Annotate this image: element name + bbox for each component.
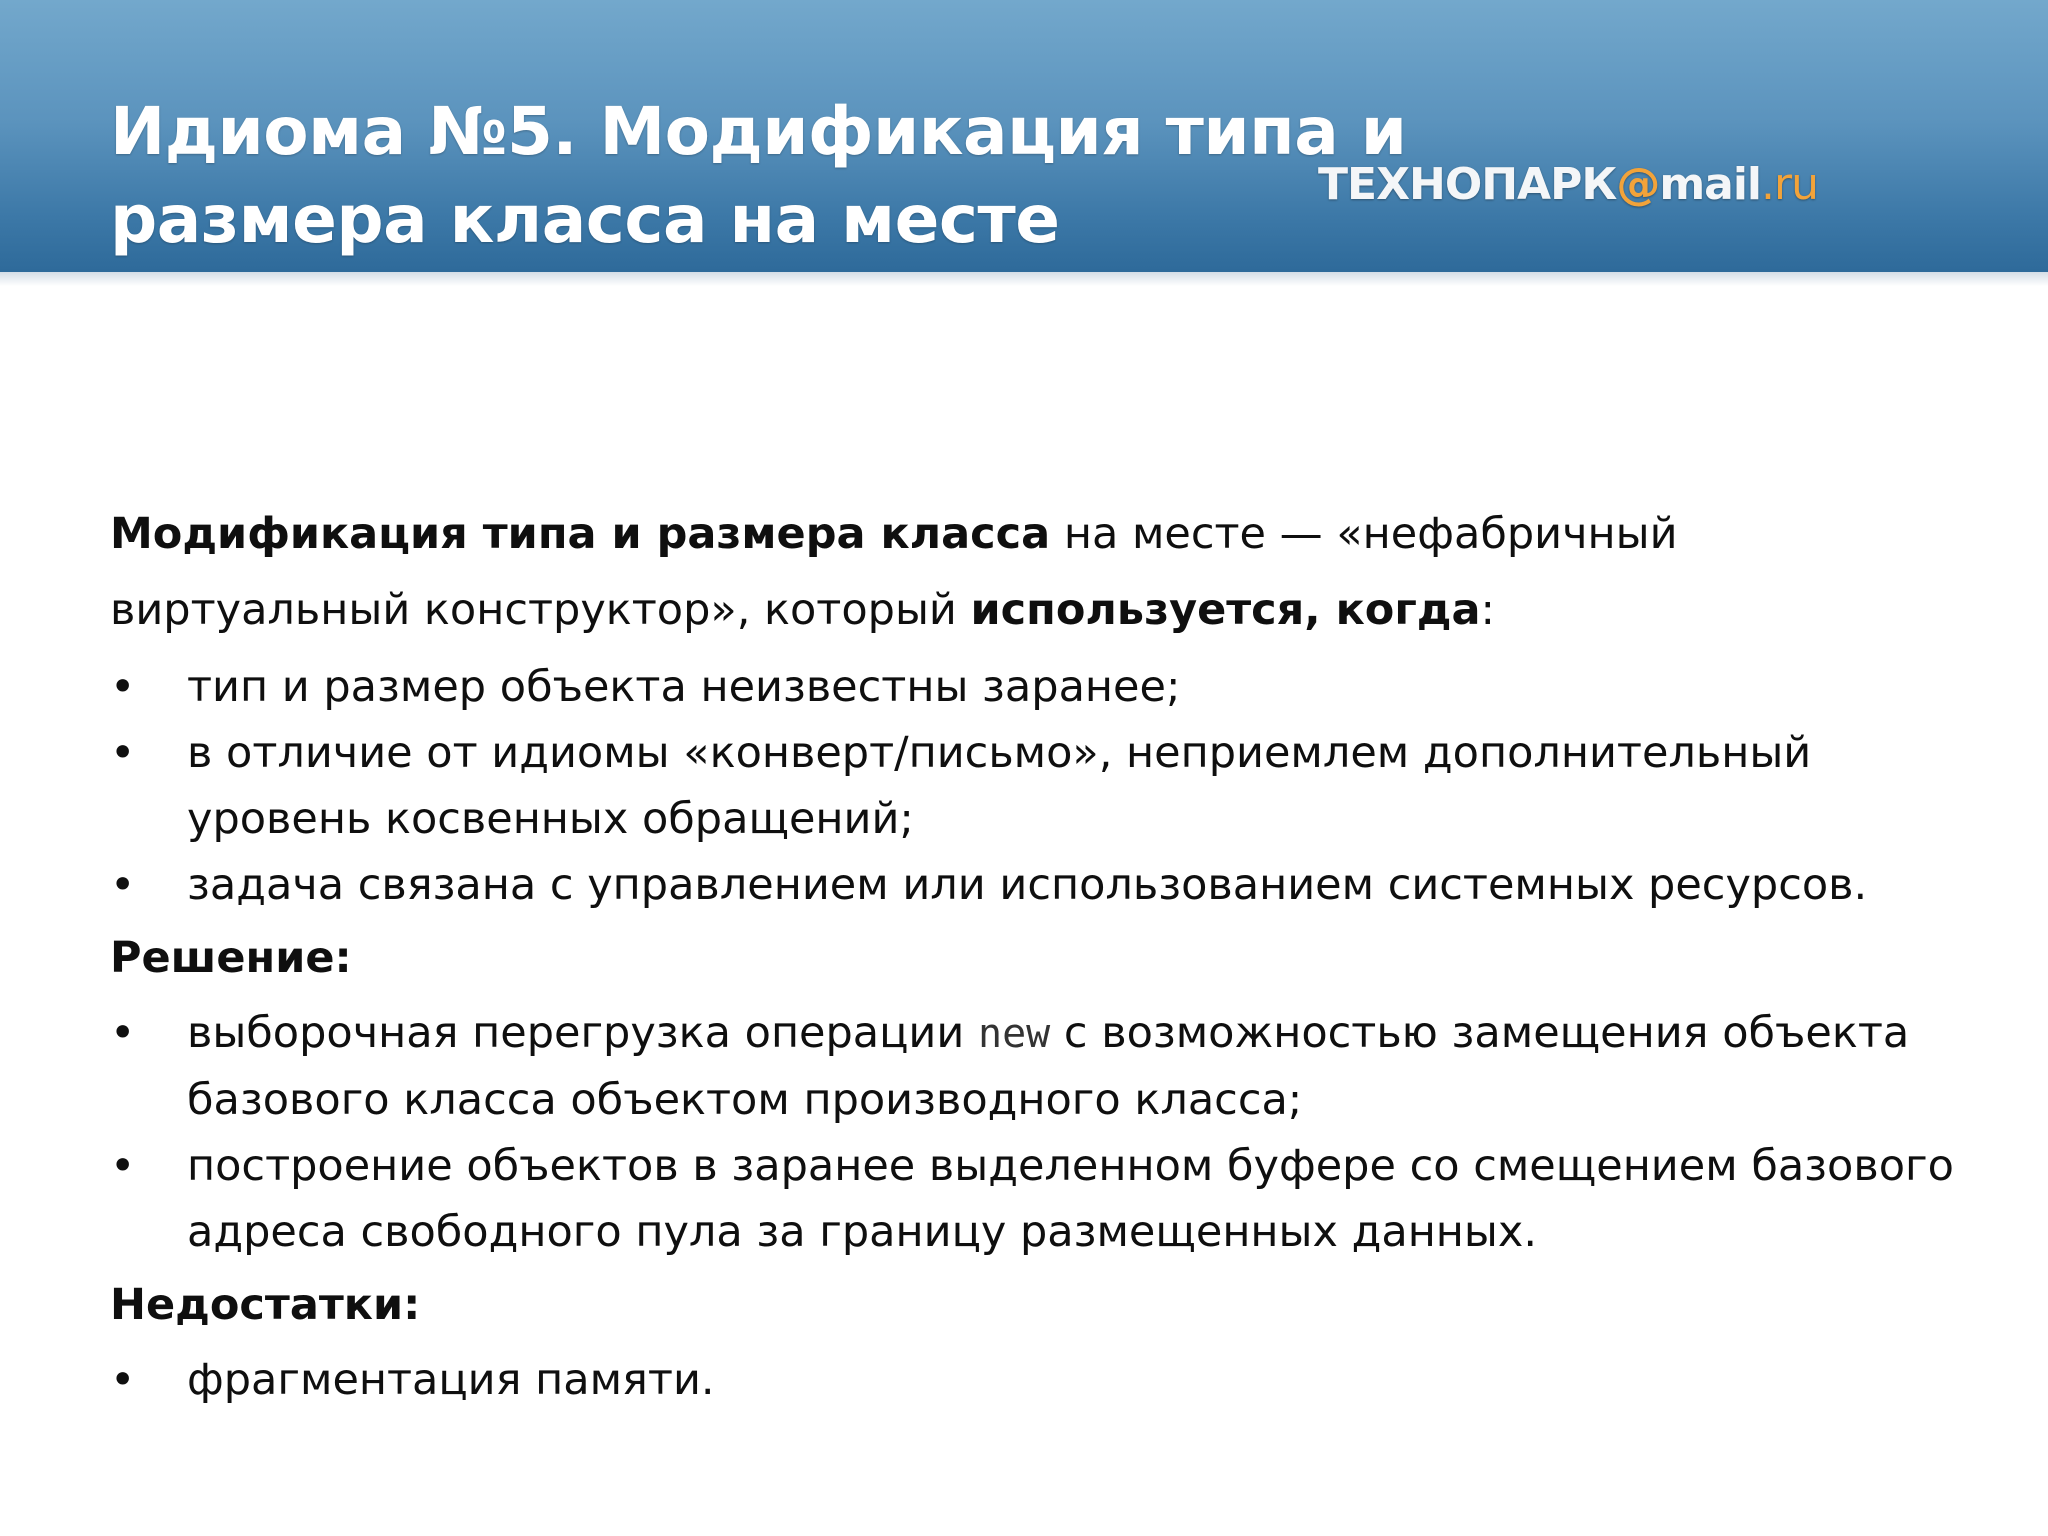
- drawback-item-1: фрагментация памяти.: [187, 1355, 715, 1405]
- code-new: new: [978, 1011, 1051, 1057]
- logo-mail: mail: [1659, 159, 1762, 210]
- usage-item-1: тип и размер объекта неизвестны заранее;: [187, 662, 1181, 712]
- logo-ru: ru: [1774, 159, 1818, 210]
- solution-heading: Решение:: [110, 933, 352, 983]
- bullet-icon: •: [110, 1355, 136, 1405]
- solution-list: [110, 1000, 1970, 1265]
- intro-text: на месте — «нефабричный виртуальный конструктор», который: [110, 509, 1678, 635]
- bullet-icon: •: [110, 860, 136, 910]
- solution-item-1-rest: с возможностью замещения объекта базового класса объектом производного класса;: [187, 1008, 1910, 1125]
- bullet-icon: •: [110, 662, 136, 712]
- usage-item-2: в отличие от идиомы «конверт/письмо», неприемлем дополнительный уровень косвенных обращений;: [187, 728, 1812, 844]
- logo-brand: ТЕХНОПАРК: [1318, 159, 1617, 210]
- bullet-icon: •: [110, 728, 136, 778]
- slide-content: [110, 496, 1970, 1413]
- intro-paragraph: [110, 496, 1970, 648]
- usage-list: [110, 654, 1970, 918]
- intro-colon: :: [1480, 585, 1496, 635]
- solution-item-2: построение объектов в заранее выделенном буфере со смещением базового адреса свободного пула за границу размещенных данных.: [187, 1141, 1954, 1257]
- drawbacks-list: [110, 1347, 1970, 1413]
- list-item: [110, 852, 1970, 918]
- logo-dot: .: [1761, 159, 1775, 210]
- solution-item-1-text: выборочная перегрузка операции: [187, 1008, 978, 1058]
- list-item: [110, 1347, 1970, 1413]
- list-item: [110, 1133, 1970, 1265]
- bullet-icon: •: [110, 1008, 136, 1058]
- intro-bold-when: используется, когда: [970, 585, 1481, 635]
- intro-bold-term: Модификация типа и размера класса: [110, 509, 1051, 559]
- slide-title: [110, 88, 1410, 264]
- list-item: [110, 1000, 1970, 1133]
- logo-at-sign: @: [1616, 159, 1660, 210]
- list-item: [110, 654, 1970, 720]
- technopark-mail-logo: [1318, 150, 1818, 220]
- bullet-icon: •: [110, 1141, 136, 1191]
- title-line-1: Идиома №5. Модификация типа и: [110, 93, 1407, 170]
- title-line-2: размера класса на месте: [110, 181, 1060, 258]
- list-item: [110, 720, 1970, 852]
- usage-item-3: задача связана с управлением или использованием системных ресурсов.: [187, 860, 1868, 910]
- drawbacks-heading: Недостатки:: [110, 1280, 421, 1330]
- header-shadow: [0, 272, 2048, 286]
